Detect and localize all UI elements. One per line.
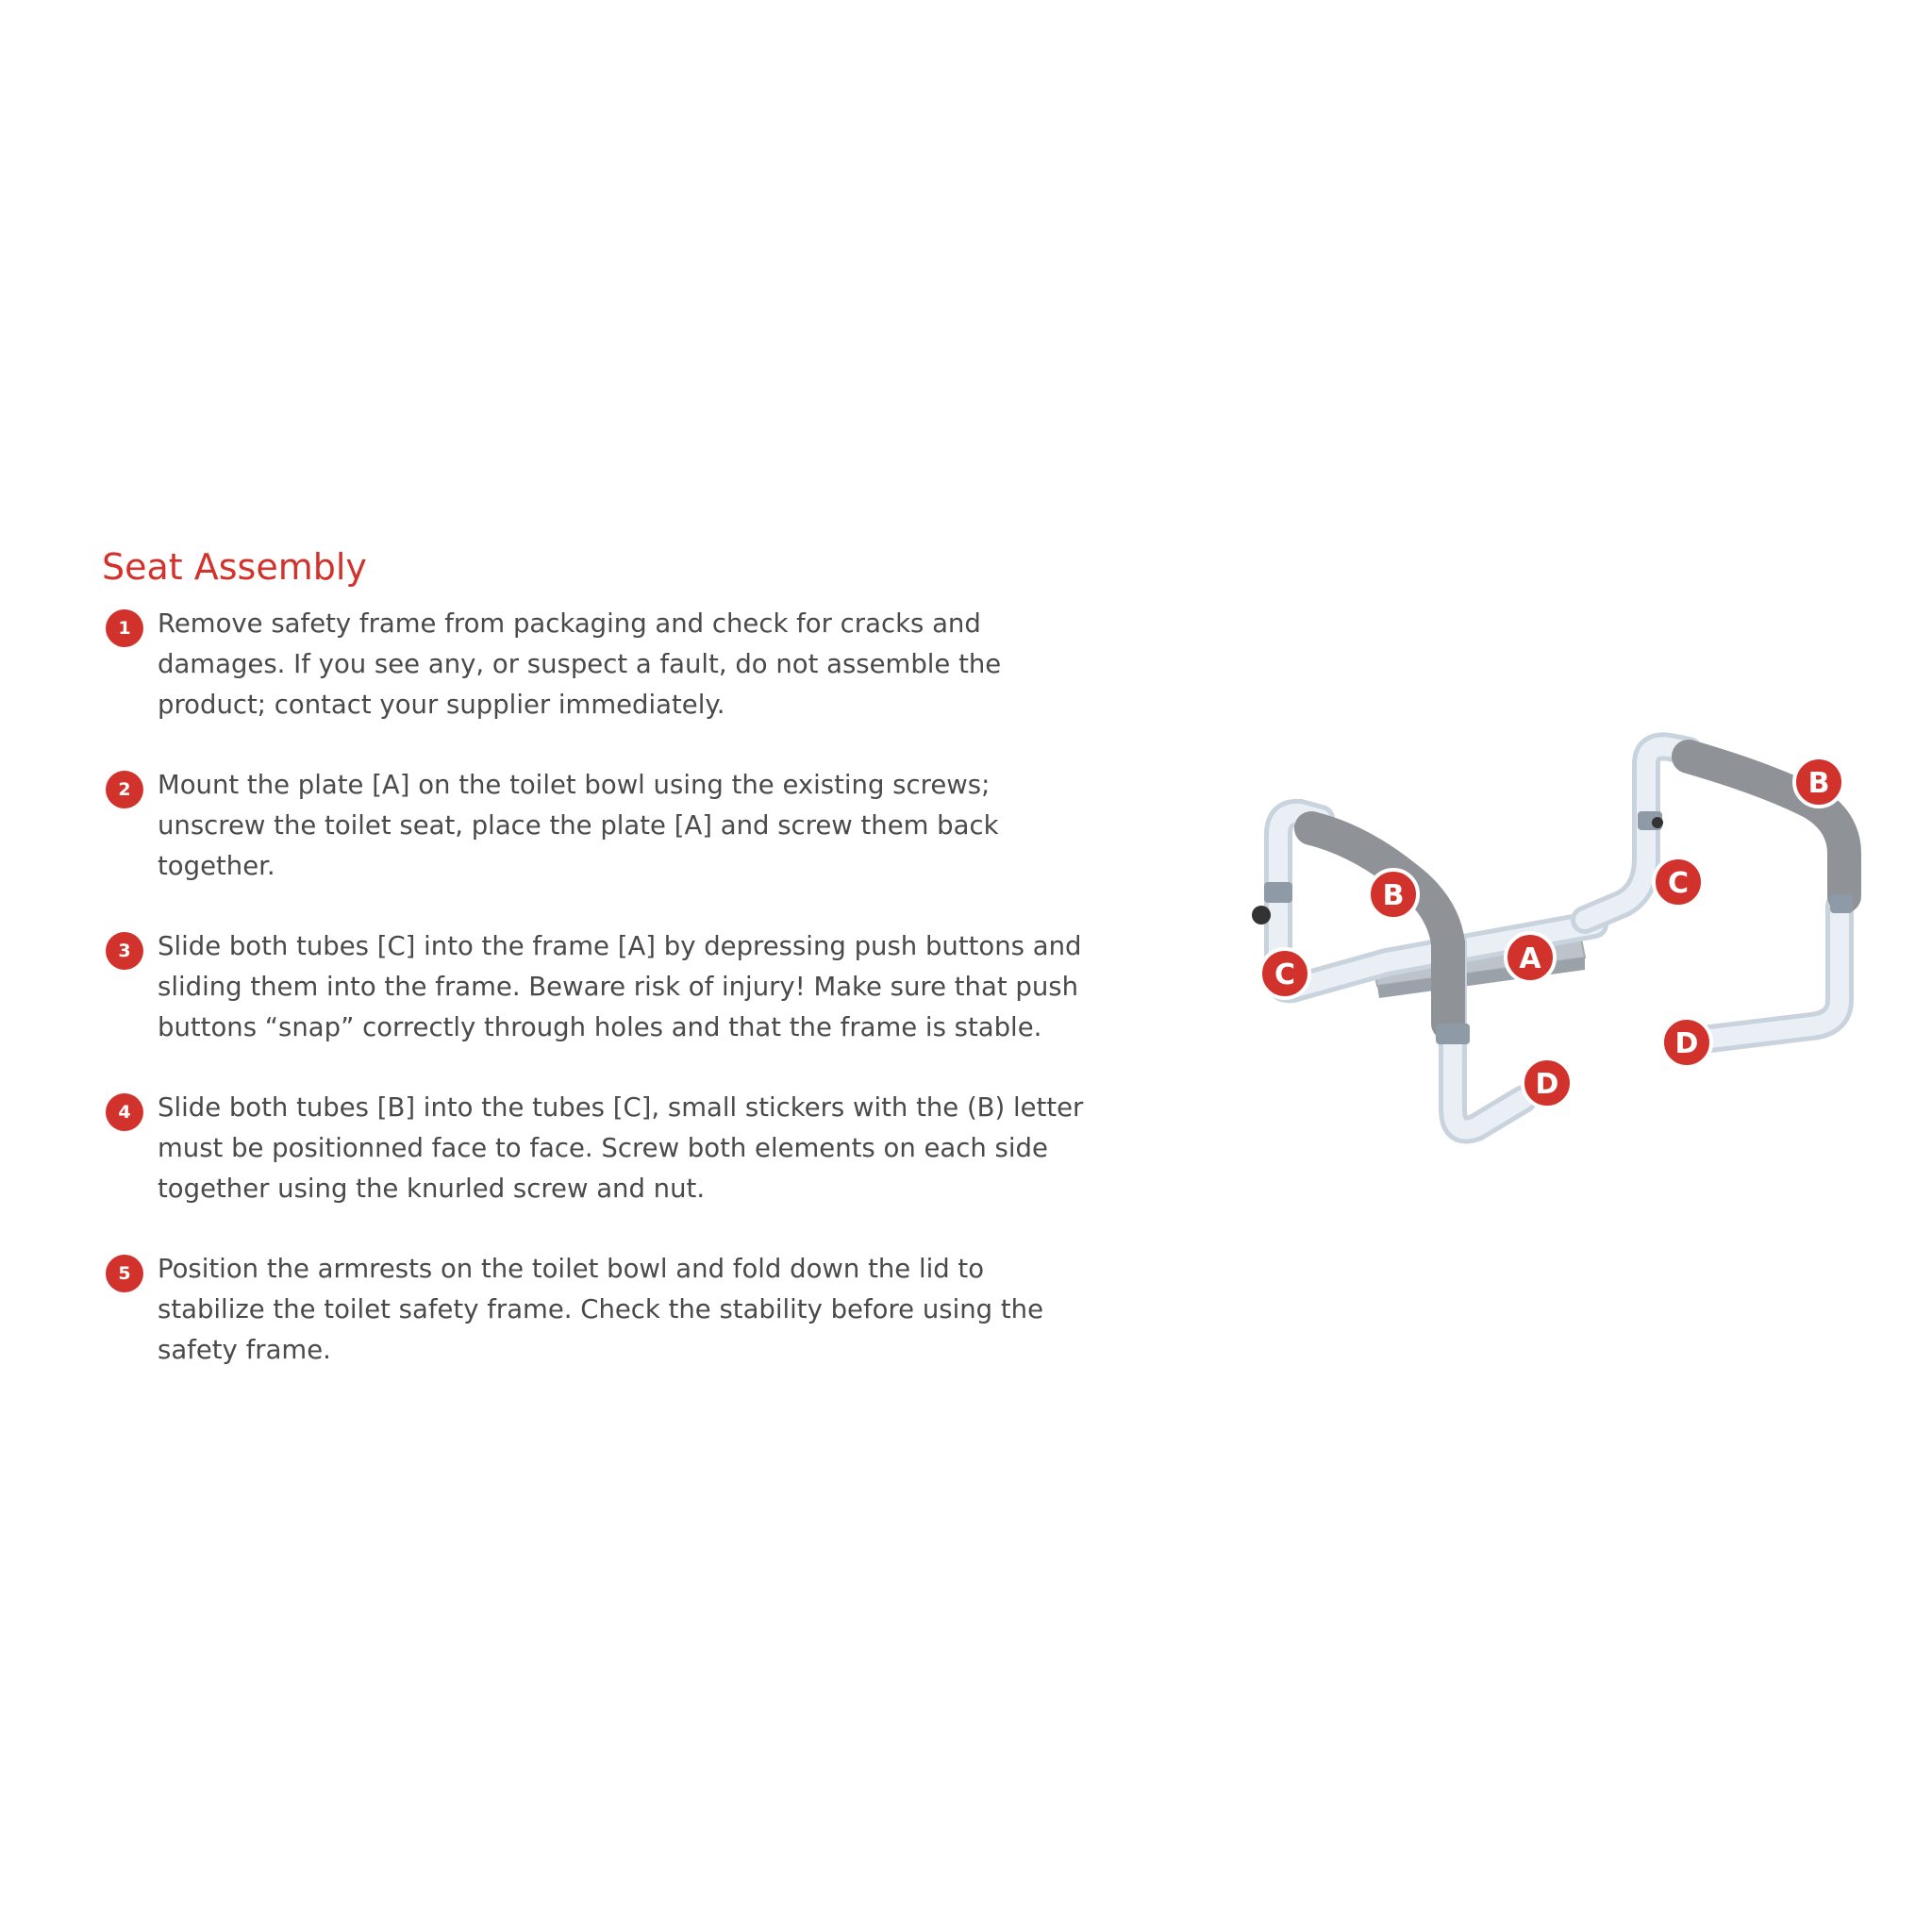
section-title: Seat Assembly bbox=[102, 546, 367, 588]
callout-a-label: A bbox=[1519, 942, 1541, 975]
callout-d-right-label: D bbox=[1674, 1027, 1699, 1060]
callout-b-right-label: B bbox=[1807, 767, 1830, 800]
callout-d-right bbox=[1662, 1018, 1711, 1067]
step-text: Mount the plate [A] on the toilet bowl using the existing screws; unscrew the toilet seat, place the plate [A] and screw them back together. bbox=[158, 770, 999, 881]
step-number-badge: 2 bbox=[106, 771, 143, 808]
step-text: Slide both tubes [B] into the tubes [C], small stickers with the (B) letter must be positionned face to face. Screw both elements on each side together using the knurled screw and nut. bbox=[158, 1092, 1084, 1204]
callout-b-left bbox=[1369, 870, 1418, 919]
step-item bbox=[106, 1249, 1087, 1371]
step-text: Slide both tubes [C] into the frame [A] by depressing push buttons and sliding them into the frame. Beware risk of injury! Make sure that push buttons “snap” correctly through holes and that the frame is stable. bbox=[158, 931, 1082, 1042]
callout-b-right bbox=[1794, 758, 1843, 807]
step-item bbox=[106, 604, 1087, 725]
callout-d-left-label: D bbox=[1535, 1068, 1559, 1101]
step-item bbox=[106, 926, 1087, 1048]
step-text: Position the armrests on the toilet bowl and fold down the lid to stabilize the toilet safety frame. Check the stability before using the safety frame. bbox=[158, 1254, 1043, 1365]
step-number-badge: 5 bbox=[106, 1255, 143, 1292]
callout-c-left bbox=[1260, 949, 1309, 998]
callout-c-left-label: C bbox=[1274, 958, 1296, 991]
step-number-badge: 3 bbox=[106, 932, 143, 970]
callout-a bbox=[1506, 933, 1555, 982]
assembly-steps-list bbox=[106, 604, 1087, 1410]
step-item bbox=[106, 765, 1087, 887]
callout-c-right bbox=[1654, 858, 1703, 907]
safety-frame-diagram bbox=[1226, 717, 1887, 1189]
callout-c-right-label: C bbox=[1667, 867, 1690, 900]
step-text: Remove safety frame from packaging and check for cracks and damages. If you see any, or suspect a fault, do not assemble the product; contact your supplier immediately. bbox=[158, 608, 1002, 720]
callout-b-left-label: B bbox=[1382, 879, 1405, 912]
step-number-badge: 4 bbox=[106, 1093, 143, 1131]
callout-d-left bbox=[1523, 1058, 1572, 1108]
step-item bbox=[106, 1088, 1087, 1209]
step-number-badge: 1 bbox=[106, 609, 143, 647]
